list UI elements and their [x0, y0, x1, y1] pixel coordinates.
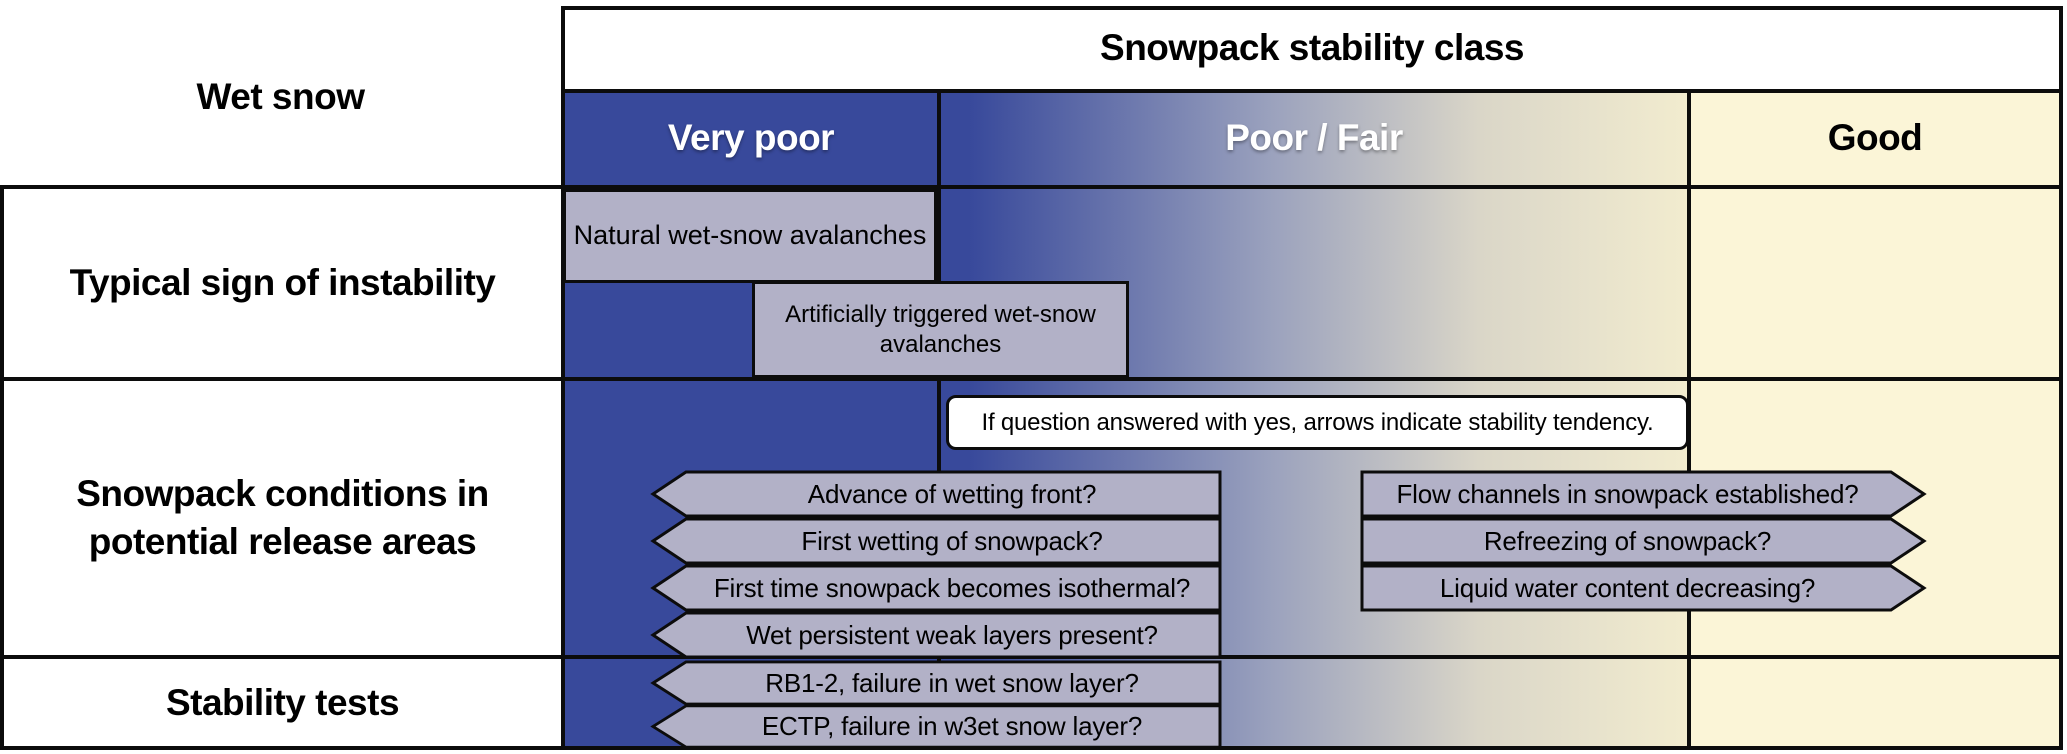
note-box [946, 395, 1689, 450]
figure-title-text: Wet snow [196, 75, 365, 117]
question-arrow-weak-layers [650, 611, 1222, 659]
question-arrow-label: First wetting of snowpack? [801, 525, 1103, 556]
column-bg-good [1689, 91, 2061, 748]
row-label-snowpack-conditions [4, 381, 561, 655]
row-label-snowpack-conditions-text: Snowpack conditions in potential release areas [76, 472, 489, 562]
row-label-typical-sign-text: Typical sign of instability [69, 262, 496, 303]
class-header-good-text: Good [1827, 117, 1923, 158]
question-arrow-label: Wet persistent weak layers present? [746, 619, 1158, 650]
row-label-stability-tests [4, 659, 561, 746]
row-label-stability-tests-text: Stability tests [165, 681, 400, 723]
class-header-very-poor-text: Very poor [667, 117, 835, 158]
question-arrow-label: Advance of wetting front? [807, 478, 1097, 509]
class-header-poor-fair-text: Poor / Fair [1225, 117, 1403, 158]
sign-box-natural-avalanches-text: Natural wet-snow avalanches [573, 220, 927, 251]
question-arrow-label: Refreezing of snowpack? [1483, 525, 1772, 556]
question-arrow-isothermal [650, 564, 1222, 612]
question-arrow-rb-test [650, 660, 1222, 706]
question-arrow-liquid-water [1360, 564, 1927, 612]
stability-class-header [561, 6, 2063, 89]
question-arrow-first-wetting [650, 517, 1222, 565]
sign-box-artificial-avalanches [752, 281, 1129, 378]
row-label-typical-sign [4, 189, 561, 377]
class-header-very-poor [563, 91, 939, 185]
question-arrow-label: Liquid water content decreasing? [1439, 572, 1816, 603]
question-arrow-label: RB1-2, failure in wet snow layer? [765, 667, 1139, 698]
sign-box-natural-avalanches [563, 189, 937, 283]
question-arrow-label: ECTP, failure in w3et snow layer? [761, 711, 1143, 741]
question-arrow-flow-channels [1360, 470, 1927, 518]
figure-title [0, 6, 561, 187]
stability-class-header-text: Snowpack stability class [1100, 26, 1524, 68]
question-arrow-wetting-front [650, 470, 1222, 518]
class-header-good [1689, 91, 2061, 185]
note-box-text: If question answered with yes, arrows indicate stability tendency. [981, 408, 1654, 436]
question-arrow-refreezing [1360, 517, 1927, 565]
sign-box-artificial-avalanches-text: Artificially triggered wet-snow avalanches [785, 300, 1096, 358]
question-arrow-ectp-test [650, 704, 1222, 749]
question-arrow-label: First time snowpack becomes isothermal? [713, 572, 1191, 603]
class-header-poor-fair [939, 91, 1689, 185]
question-arrow-label: Flow channels in snowpack established? [1396, 478, 1859, 509]
